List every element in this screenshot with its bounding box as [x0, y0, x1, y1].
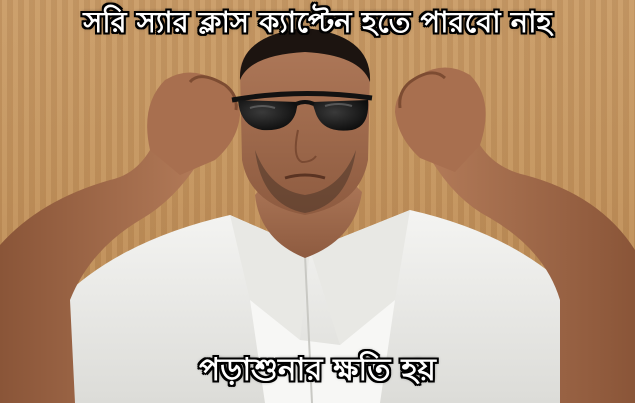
bottom-caption: পড়াশুনার ক্ষতি হয়	[199, 352, 436, 388]
top-caption: সরি স্যার ক্লাস ক্যাপ্টেন হতে পারবো নাহ	[83, 5, 552, 39]
